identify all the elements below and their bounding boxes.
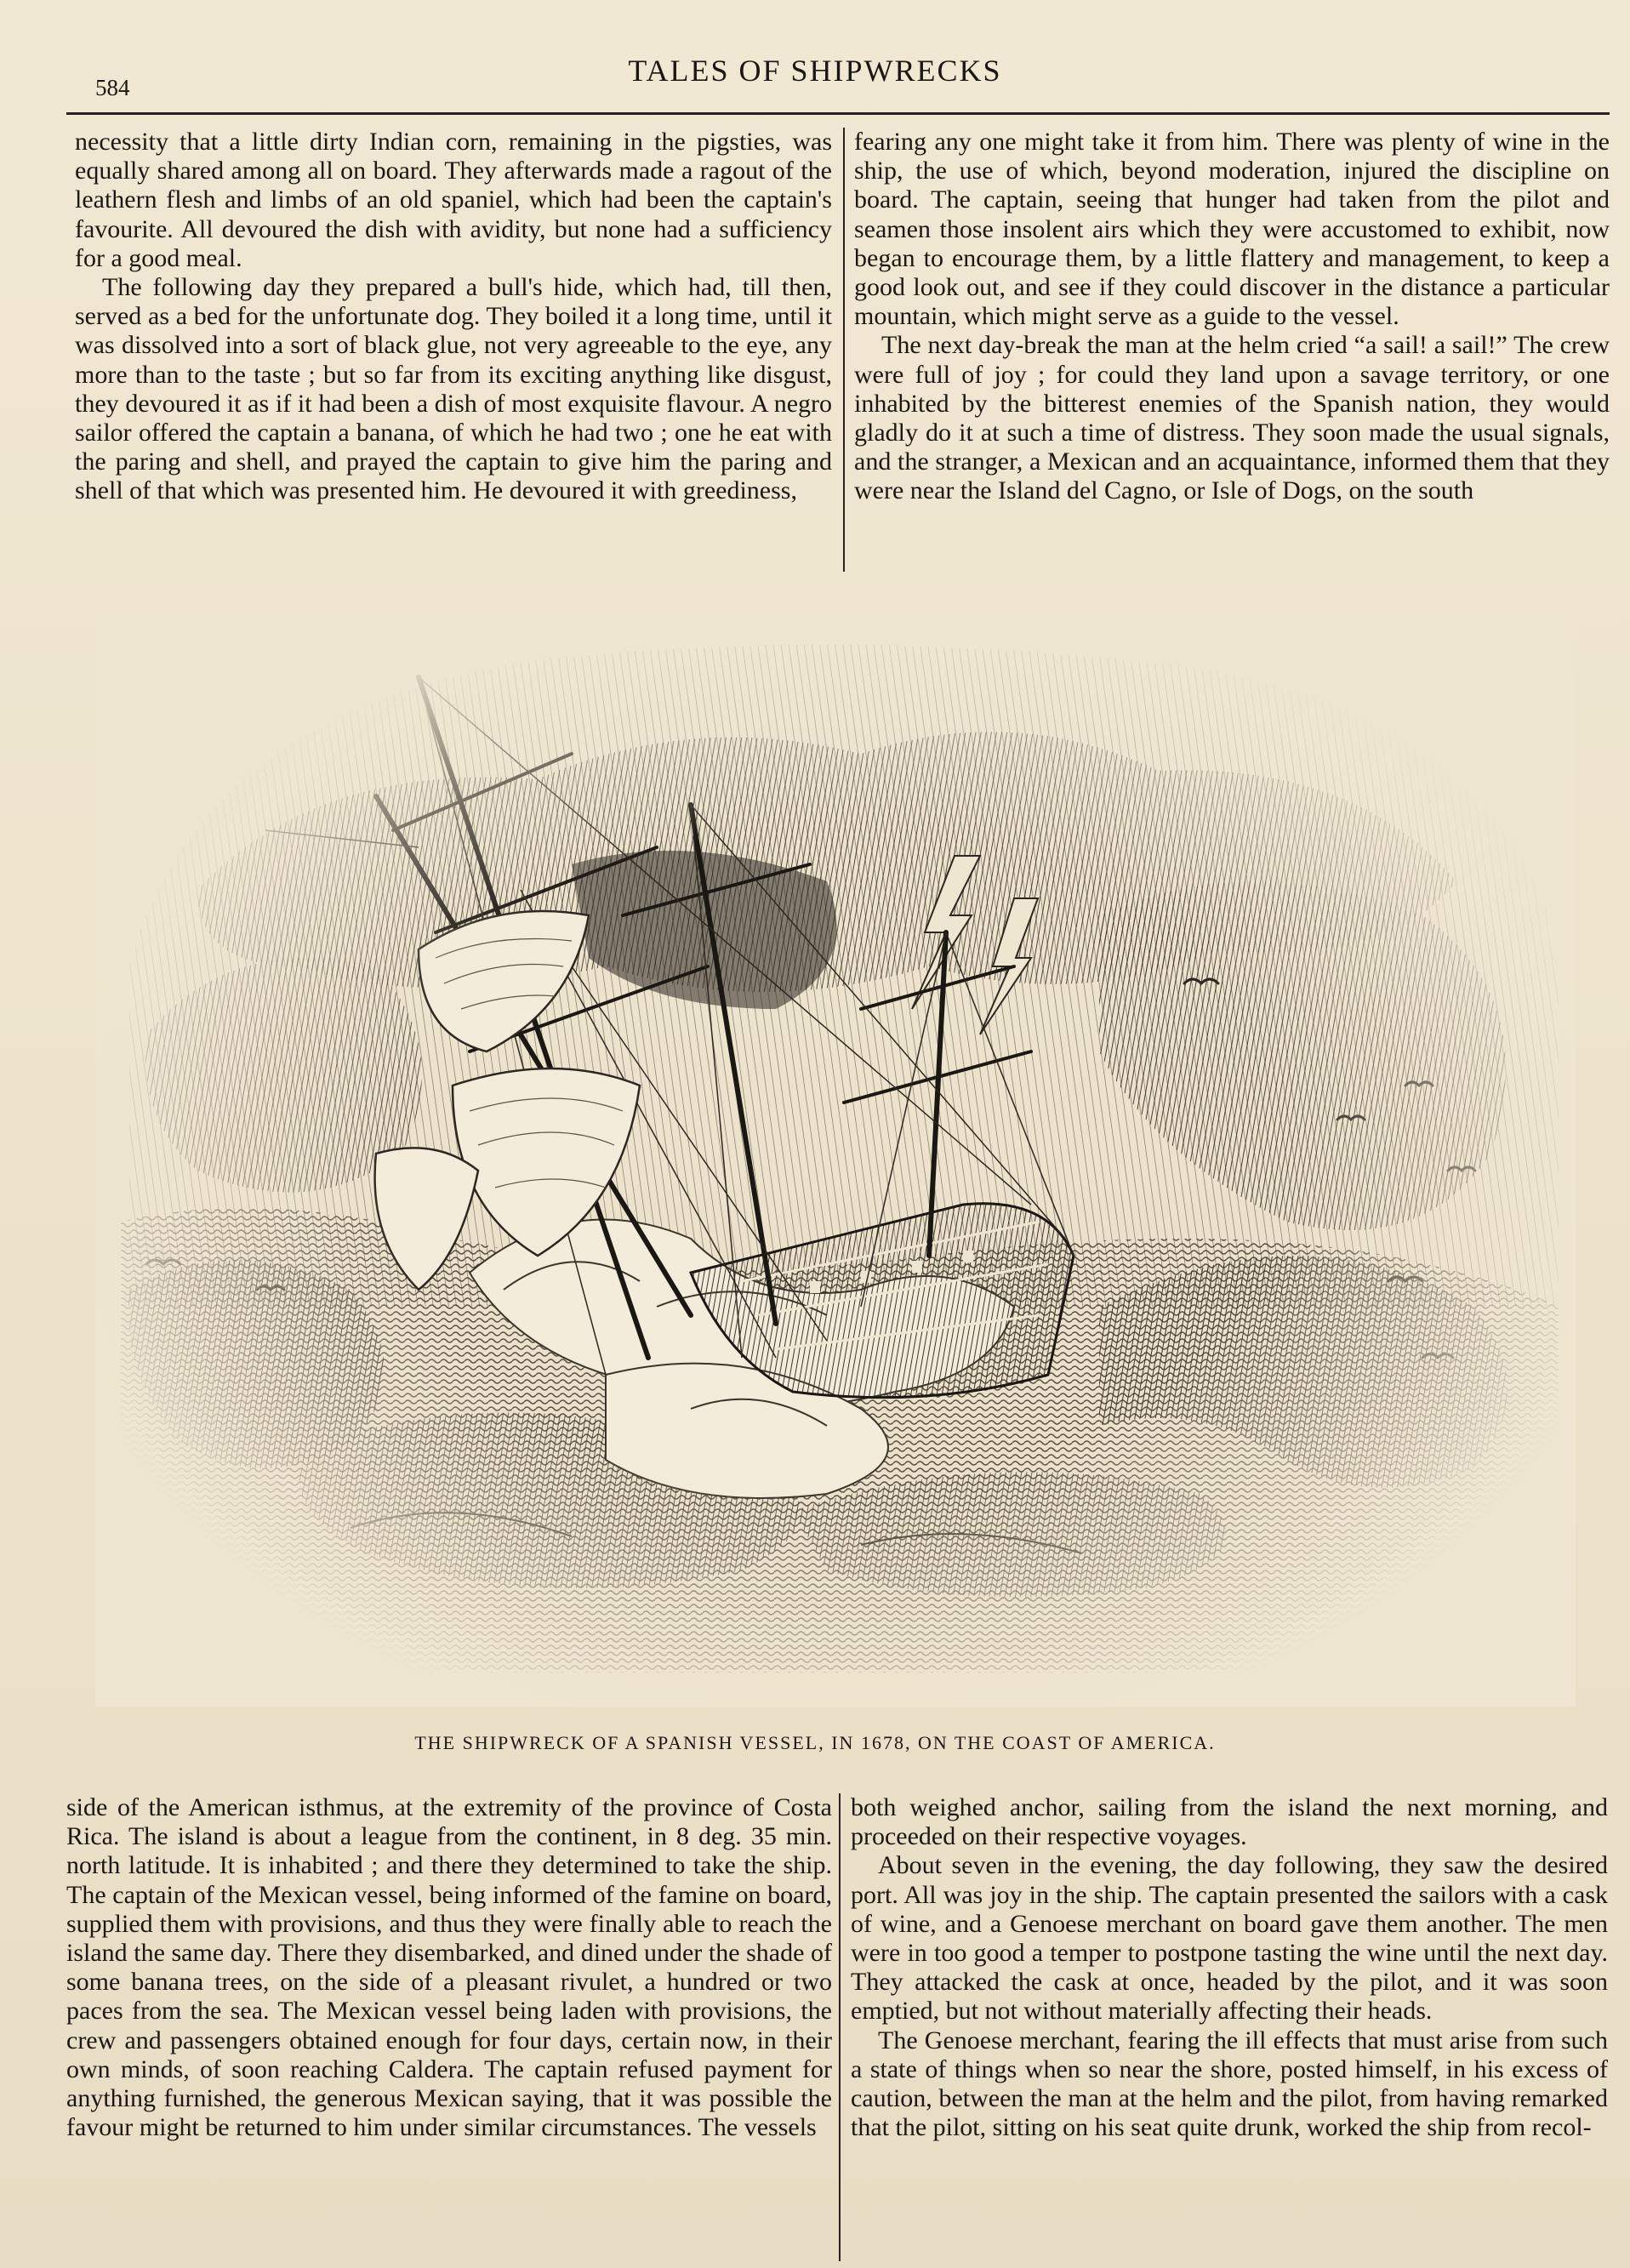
paragraph: The next day-break the man at the helm cried “a sail! a sail!” The crew were full of joy ; for could they land upon a savage territory, or one inhabited by the bitterest enemies of the Spanish nation, they would gladly do it at such a time of distress. They soon made the usual signals, and the stranger, a Mexican and an acquaintance, informed them that they were near the Island del Cagno, or Isle of Dogs, on the south [854, 331, 1610, 505]
paragraph: fearing any one might take it from him. There was plenty of wine in the ship, the use of which, beyond moderation, injured the discipline on board. The captain, seeing that hunger had taken from the pilot and seamen those insolent airs which they were accustomed to exhibit, now began to encourage them, by a little flattery and management, to keep a good look out, and see if they could discover in the distance a particular mountain, which might serve as a guide to the vessel. [854, 128, 1610, 331]
column-divider [843, 128, 845, 572]
paragraph: The following day they prepared a bull's hide, which had, till then, served as a bed for the unfortunate dog. They boiled it a long time, until it was dissolved into a sort of black glue, not very agreeable to the eye, any more than to the taste ; but so far from its exciting anything like disgust, they devoured it as if it had been a dish of most exquisite flavour. A negro sailor offered the captain a banana, of which he had two ; one he eat with the paring and shell, and prayed the captain to give him the paring and shell of that which was presented him. He devoured it with greediness, [75, 273, 832, 505]
paragraph: both weighed anchor, sailing from the island the next morning, and proceeded on their respective voyages. [851, 1793, 1608, 1851]
paragraph: necessity that a little dirty Indian corn, remaining in the pigsties, was equally shared among all on board. They afterwards made a ragout of the leathern flesh and limbs of an old spaniel, which had been the captain's favourite. All devoured the dish with avidity, but none had a sufficiency for a good meal. [75, 128, 832, 272]
running-title: TALES OF SHIPWRECKS [628, 54, 1002, 88]
column-divider [839, 1793, 841, 2261]
column-bottom-right [851, 1793, 1608, 2142]
page-number: 584 [95, 75, 130, 100]
paragraph: side of the American isthmus, at the extremity of the province of Costa Rica. The island is about a league from the continent, in 8 deg. 35 min. north latitude. It is inhabited ; and there they determined to take the ship. The captain of the Mexican vessel, being informed of the famine on board, supplied them with provisions, and thus they were finally able to reach the island the same day. There they disembarked, and dined under the shade of some banana trees, on the side of a pleasant rivulet, a hundred or two paces from the sea. The Mexican vessel being laden with provisions, the crew and passengers obtained enough for four days, certain now, in their own minds, of soon reaching Caldera. The captain refused payment for anything furnished, the generous Mexican saying, that it was possible the favour might be returned to him under similar circumstances. The vessels [66, 1793, 832, 2142]
column-bottom-left [66, 1793, 832, 2142]
paragraph: About seven in the evening, the day following, they saw the desired port. All was joy in the ship. The captain presented the sailors with a cask of wine, and a Genoese merchant on board gave them another. The men were in too good a temper to postpone tasting the wine until the next day. They attacked the cask at once, headed by the pilot, and it was soon emptied, but not without materially affecting their heads. [851, 1851, 1608, 2026]
column-top-left [75, 128, 832, 506]
paragraph: The Genoese merchant, fearing the ill effects that must arise from such a state of things when so near the shore, posted himself, in his excess of caution, between the man at the helm and the pilot, from having remarked that the pilot, sitting on his seat quite drunk, worked the ship from recol- [851, 2026, 1608, 2142]
column-top-right [854, 128, 1610, 506]
illustration-caption: THE SHIPWRECK OF A SPANISH VESSEL, IN 1678, ON THE COAST OF AMERICA. [414, 1732, 1216, 1753]
header-rule [66, 112, 1610, 115]
shipwreck-engraving [95, 609, 1576, 1707]
